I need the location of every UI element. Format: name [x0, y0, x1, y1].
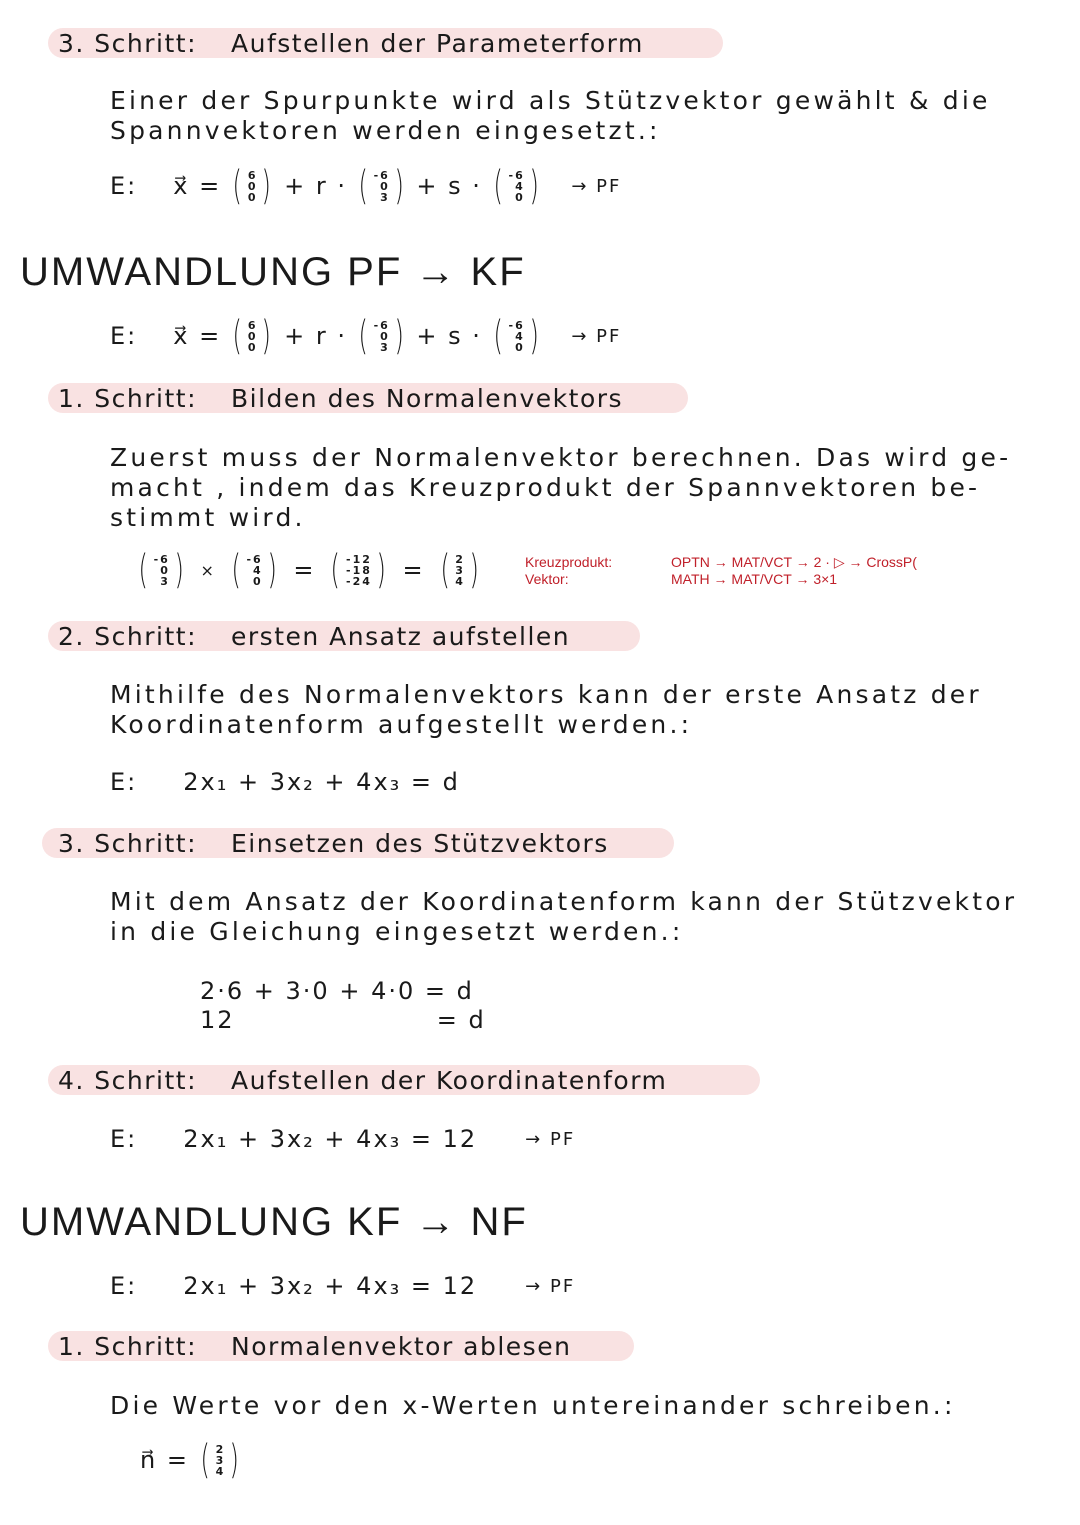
vector-entry: 3 [380, 340, 390, 354]
parenthesis: ( [200, 1437, 212, 1483]
parenthesis: ( [493, 313, 504, 359]
step-number: 1. Schritt: [58, 384, 198, 413]
step-heading [58, 1332, 571, 1361]
text-line: Mit dem Ansatz der Koordinatenform kann der Stützvektor [110, 887, 1018, 916]
vector-entry: -6 [246, 552, 263, 566]
parenthesis: ) [261, 163, 273, 209]
vector-entry: 2 [215, 1442, 226, 1456]
section-heading: UMWANDLUNG PF → KF [20, 250, 526, 294]
section-heading: UMWANDLUNG KF → NF [20, 1200, 528, 1244]
step-heading [58, 622, 570, 651]
eq-body: 2x₁ + 3x₂ + 4x₃ = 12 [183, 1272, 478, 1300]
vector [229, 163, 276, 209]
step-title: Einsetzen des Stützvektors [231, 829, 609, 858]
vector-entry: 3 [215, 1453, 226, 1467]
vector-entry: 0 [380, 179, 390, 193]
coordinate-equation [110, 1125, 575, 1153]
step-number: 4. Schritt: [58, 1066, 198, 1095]
eq-tag: → PF [525, 1275, 576, 1297]
calculator-note: OPTN → MAT/VCT → 2 · ▷ → CrossP( [671, 554, 917, 570]
vector [490, 163, 543, 209]
vector [437, 547, 484, 593]
eq-x: x⃗ = [173, 322, 222, 350]
times-sign: × [200, 560, 216, 580]
step-heading [58, 1066, 667, 1095]
vector-entry: 0 [380, 329, 390, 343]
eq-body: 2x₁ + 3x₂ + 4x₃ = d [183, 768, 460, 796]
parenthesis: ) [229, 1437, 241, 1483]
parenthesis: ( [231, 547, 242, 593]
vector [229, 313, 276, 359]
vector-entry: 4 [253, 563, 263, 577]
parenthesis: ) [394, 313, 405, 359]
step-title: Normalenvektor ablesen [231, 1332, 572, 1361]
vector [355, 163, 408, 209]
vector-entry: 0 [160, 563, 170, 577]
step-heading [58, 829, 609, 858]
vector-entry: 6 [247, 318, 258, 332]
vector-entry: 0 [515, 190, 525, 204]
eq-body: 2x₁ + 3x₂ + 4x₃ = 12 [183, 1125, 478, 1153]
text-line: Die Werte vor den x-Werten untereinander schreiben.: [110, 1391, 956, 1420]
eq-tag: → PF [525, 1128, 576, 1150]
vector-entry: 3 [160, 574, 170, 588]
parenthesis: ( [232, 163, 244, 209]
vector-entry: -6 [373, 168, 390, 182]
step-heading [58, 384, 623, 413]
vector-entry: 4 [515, 329, 525, 343]
vector-entry: -6 [508, 318, 525, 332]
vector [228, 547, 281, 593]
calculation-line: 2·6 + 3·0 + 4·0 = d [200, 977, 474, 1005]
step-number: 3. Schritt: [58, 829, 198, 858]
vector-entry: 4 [515, 179, 525, 193]
eq-label: E: [110, 1272, 138, 1300]
eq-label: E: [110, 1125, 138, 1153]
vector-entry: 0 [247, 340, 258, 354]
text-line: stimmt wird. [110, 503, 306, 532]
vector-entry: 3 [455, 563, 465, 577]
parenthesis: ) [174, 547, 185, 593]
coordinate-equation [110, 768, 460, 796]
parenthesis: ( [232, 313, 244, 359]
step-number: 3. Schritt: [58, 29, 198, 58]
parameter-equation [110, 163, 622, 209]
eq-x: x⃗ = [173, 172, 222, 200]
vector-entry: -12 [346, 552, 372, 566]
text-line: Koordinatenform aufgestellt werden.: [110, 710, 693, 739]
vector-entry: 0 [247, 329, 258, 343]
vector-entry: 2 [455, 552, 465, 566]
vector-entry: 3 [380, 190, 390, 204]
eq-op: + s · [416, 172, 482, 200]
vector-entry: 6 [247, 168, 258, 182]
step-title: Bilden des Normalenvektors [231, 384, 624, 413]
parenthesis: ( [358, 163, 370, 209]
eq-op: + s · [416, 322, 482, 350]
parenthesis: ( [440, 547, 451, 593]
parenthesis: ) [261, 313, 273, 359]
eq-label: E: [110, 768, 138, 796]
normal-vector [140, 1437, 244, 1483]
vector-entry: 0 [515, 340, 525, 354]
eq-label: E: [110, 172, 138, 200]
step-number: 2. Schritt: [58, 622, 198, 651]
eq-op: + r · [284, 172, 347, 200]
calculation-line: 12 = d [200, 1006, 486, 1034]
parenthesis: ) [529, 163, 540, 209]
cross-product [135, 547, 484, 593]
parenthesis: ( [330, 547, 342, 593]
vector [197, 1437, 244, 1483]
calculator-note-label: Kreuzprodukt: [525, 554, 613, 570]
n-label: n⃗ = [140, 1446, 189, 1474]
vector-entry: -24 [346, 574, 372, 588]
text-line: in die Gleichung eingesetzt werden.: [110, 917, 684, 946]
text-line: macht , indem das Kreuzprodukt der Spannvektoren be- [110, 473, 981, 502]
parenthesis: ) [376, 547, 387, 593]
vector-entry: 0 [247, 179, 258, 193]
parenthesis: ( [358, 313, 370, 359]
parenthesis: ) [267, 547, 278, 593]
vector-entry: -18 [346, 563, 372, 577]
vector-entry: 4 [455, 574, 465, 588]
parenthesis: ) [529, 313, 540, 359]
eq-op: + r · [284, 322, 347, 350]
text-line: Mithilfe des Normalenvektors kann der erste Ansatz der [110, 680, 982, 709]
equals-sign: = [293, 556, 316, 584]
parenthesis: ) [469, 547, 480, 593]
coordinate-equation [110, 1272, 575, 1300]
step-title: Aufstellen der Parameterform [231, 29, 644, 58]
text-line: Einer der Spurpunkte wird als Stützvektor gewählt & die [110, 86, 991, 115]
vector-entry: -6 [153, 552, 170, 566]
calculator-note-label: Vektor: [525, 571, 569, 587]
text-line: Zuerst muss der Normalenvektor berechnen. Das wird ge- [110, 443, 1012, 472]
step-number: 1. Schritt: [58, 1332, 198, 1361]
step-title: ersten Ansatz aufstellen [231, 622, 571, 651]
vector-entry: 4 [215, 1464, 226, 1478]
parenthesis: ) [394, 163, 405, 209]
eq-tag: → PF [571, 325, 622, 347]
vector [135, 547, 188, 593]
vector [355, 313, 408, 359]
parameter-equation [110, 313, 622, 359]
eq-label: E: [110, 322, 138, 350]
text-line: Spannvektoren werden eingesetzt.: [110, 116, 661, 145]
vector-entry: 0 [247, 190, 258, 204]
calculator-note: MATH → MAT/VCT → 3×1 [671, 571, 838, 587]
vector [490, 313, 543, 359]
equals-sign: = [402, 556, 425, 584]
step-title: Aufstellen der Koordinatenform [231, 1066, 668, 1095]
step-heading [58, 29, 644, 58]
vector [327, 547, 390, 593]
eq-tag: → PF [571, 175, 622, 197]
vector-entry: 0 [253, 574, 263, 588]
parenthesis: ( [138, 547, 150, 593]
parenthesis: ( [493, 163, 504, 209]
vector-entry: -6 [373, 318, 390, 332]
vector-entry: -6 [508, 168, 525, 182]
